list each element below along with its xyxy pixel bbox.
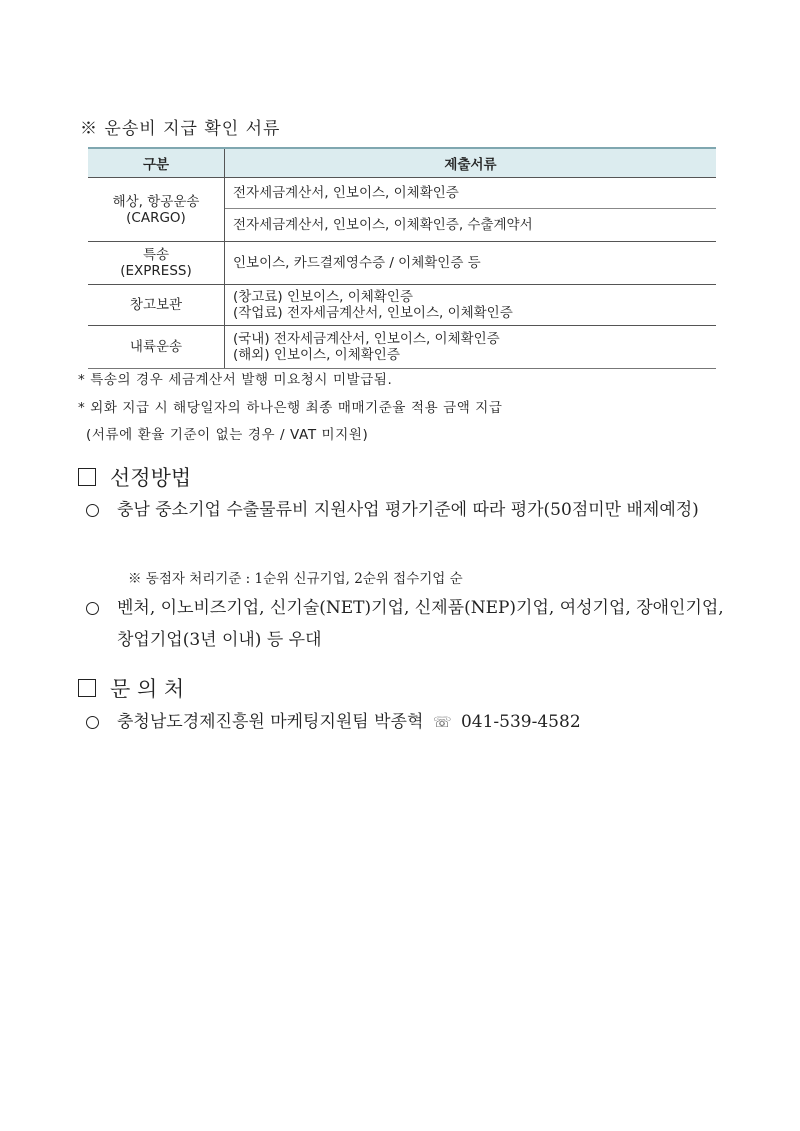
documents-line: (작업료) 전자세금계산서, 인보이스, 이체확인증: [233, 305, 513, 321]
doc-title: ※ 운송비 지급 확인 서류: [80, 119, 281, 139]
category-cell: 창고보관: [88, 285, 225, 326]
table-row: [88, 285, 716, 326]
documents-line: (국내) 전자세금계산서, 인보이스, 이체확인증: [233, 331, 500, 347]
category-cell: 내륙운송: [88, 326, 225, 369]
bullet-text: 충남 중소기업 수출물류비 지원사업 평가기준에 따라 평가(50점미만 배제예정): [117, 500, 699, 520]
phone-number: 041-539-4582: [460, 712, 581, 732]
documents-cell: 전자세금계산서, 인보이스, 이체확인증, 수출계약서: [225, 209, 717, 242]
section-title: 문 의 처: [110, 677, 185, 701]
footnote: (서류에 환율 기준이 없는 경우 / VAT 미지원): [86, 427, 369, 443]
bullet-item: [86, 592, 736, 656]
documents-cell: 인보이스, 카드결제영수증 / 이체확인증 등: [225, 242, 717, 285]
checkbox-square-icon: [78, 468, 96, 486]
circle-bullet-icon: [86, 504, 99, 517]
documents-cell: 전자세금계산서, 인보이스, 이체확인증: [225, 178, 717, 209]
subnote: ※ 동점자 처리기준 : 1순위 신규기업, 2순위 접수기업 순: [128, 571, 463, 587]
category-line: 특송: [142, 247, 170, 263]
category-cell: [88, 242, 225, 285]
table-header-row: [88, 148, 716, 178]
table-row: [88, 326, 716, 369]
bullet-item: [86, 494, 736, 526]
contact-name: 충청남도경제진흥원 마케팅지원팀 박종혁: [117, 712, 424, 732]
header-documents: 제출서류: [225, 148, 717, 178]
documents-cell: [225, 326, 717, 369]
section-heading: [78, 462, 191, 492]
contact-text: [117, 706, 581, 738]
section-heading: [78, 673, 184, 703]
category-line: (CARGO): [126, 209, 186, 226]
bullet-item: [86, 706, 736, 738]
documents-table: [88, 147, 716, 369]
category-line: 해상, 항공운송: [112, 193, 200, 210]
category-cell: [88, 178, 225, 242]
table-row: [88, 242, 716, 285]
section-title: 선정방법: [110, 466, 192, 490]
phone-icon: ☏: [432, 713, 452, 731]
checkbox-square-icon: [78, 679, 96, 697]
footnote: * 특송의 경우 세금계산서 발행 미요청시 미발급됨.: [78, 372, 393, 388]
category-line: (EXPRESS): [120, 263, 192, 279]
bullet-text: 벤처, 이노비즈기업, 신기술(NET)기업, 신제품(NEP)기업, 여성기업, 장애인기업, 창업기업(3년 이내) 등 우대: [117, 598, 724, 650]
circle-bullet-icon: [86, 602, 99, 615]
footnote: * 외화 지급 시 해당일자의 하나은행 최종 매매기준율 적용 금액 지급: [78, 400, 503, 416]
table-row: [88, 178, 716, 209]
documents-cell: [225, 285, 717, 326]
documents-line: (해외) 인보이스, 이체확인증: [233, 347, 400, 363]
header-category: 구분: [88, 148, 225, 178]
circle-bullet-icon: [86, 716, 99, 729]
documents-line: (창고료) 인보이스, 이체확인증: [233, 289, 413, 305]
